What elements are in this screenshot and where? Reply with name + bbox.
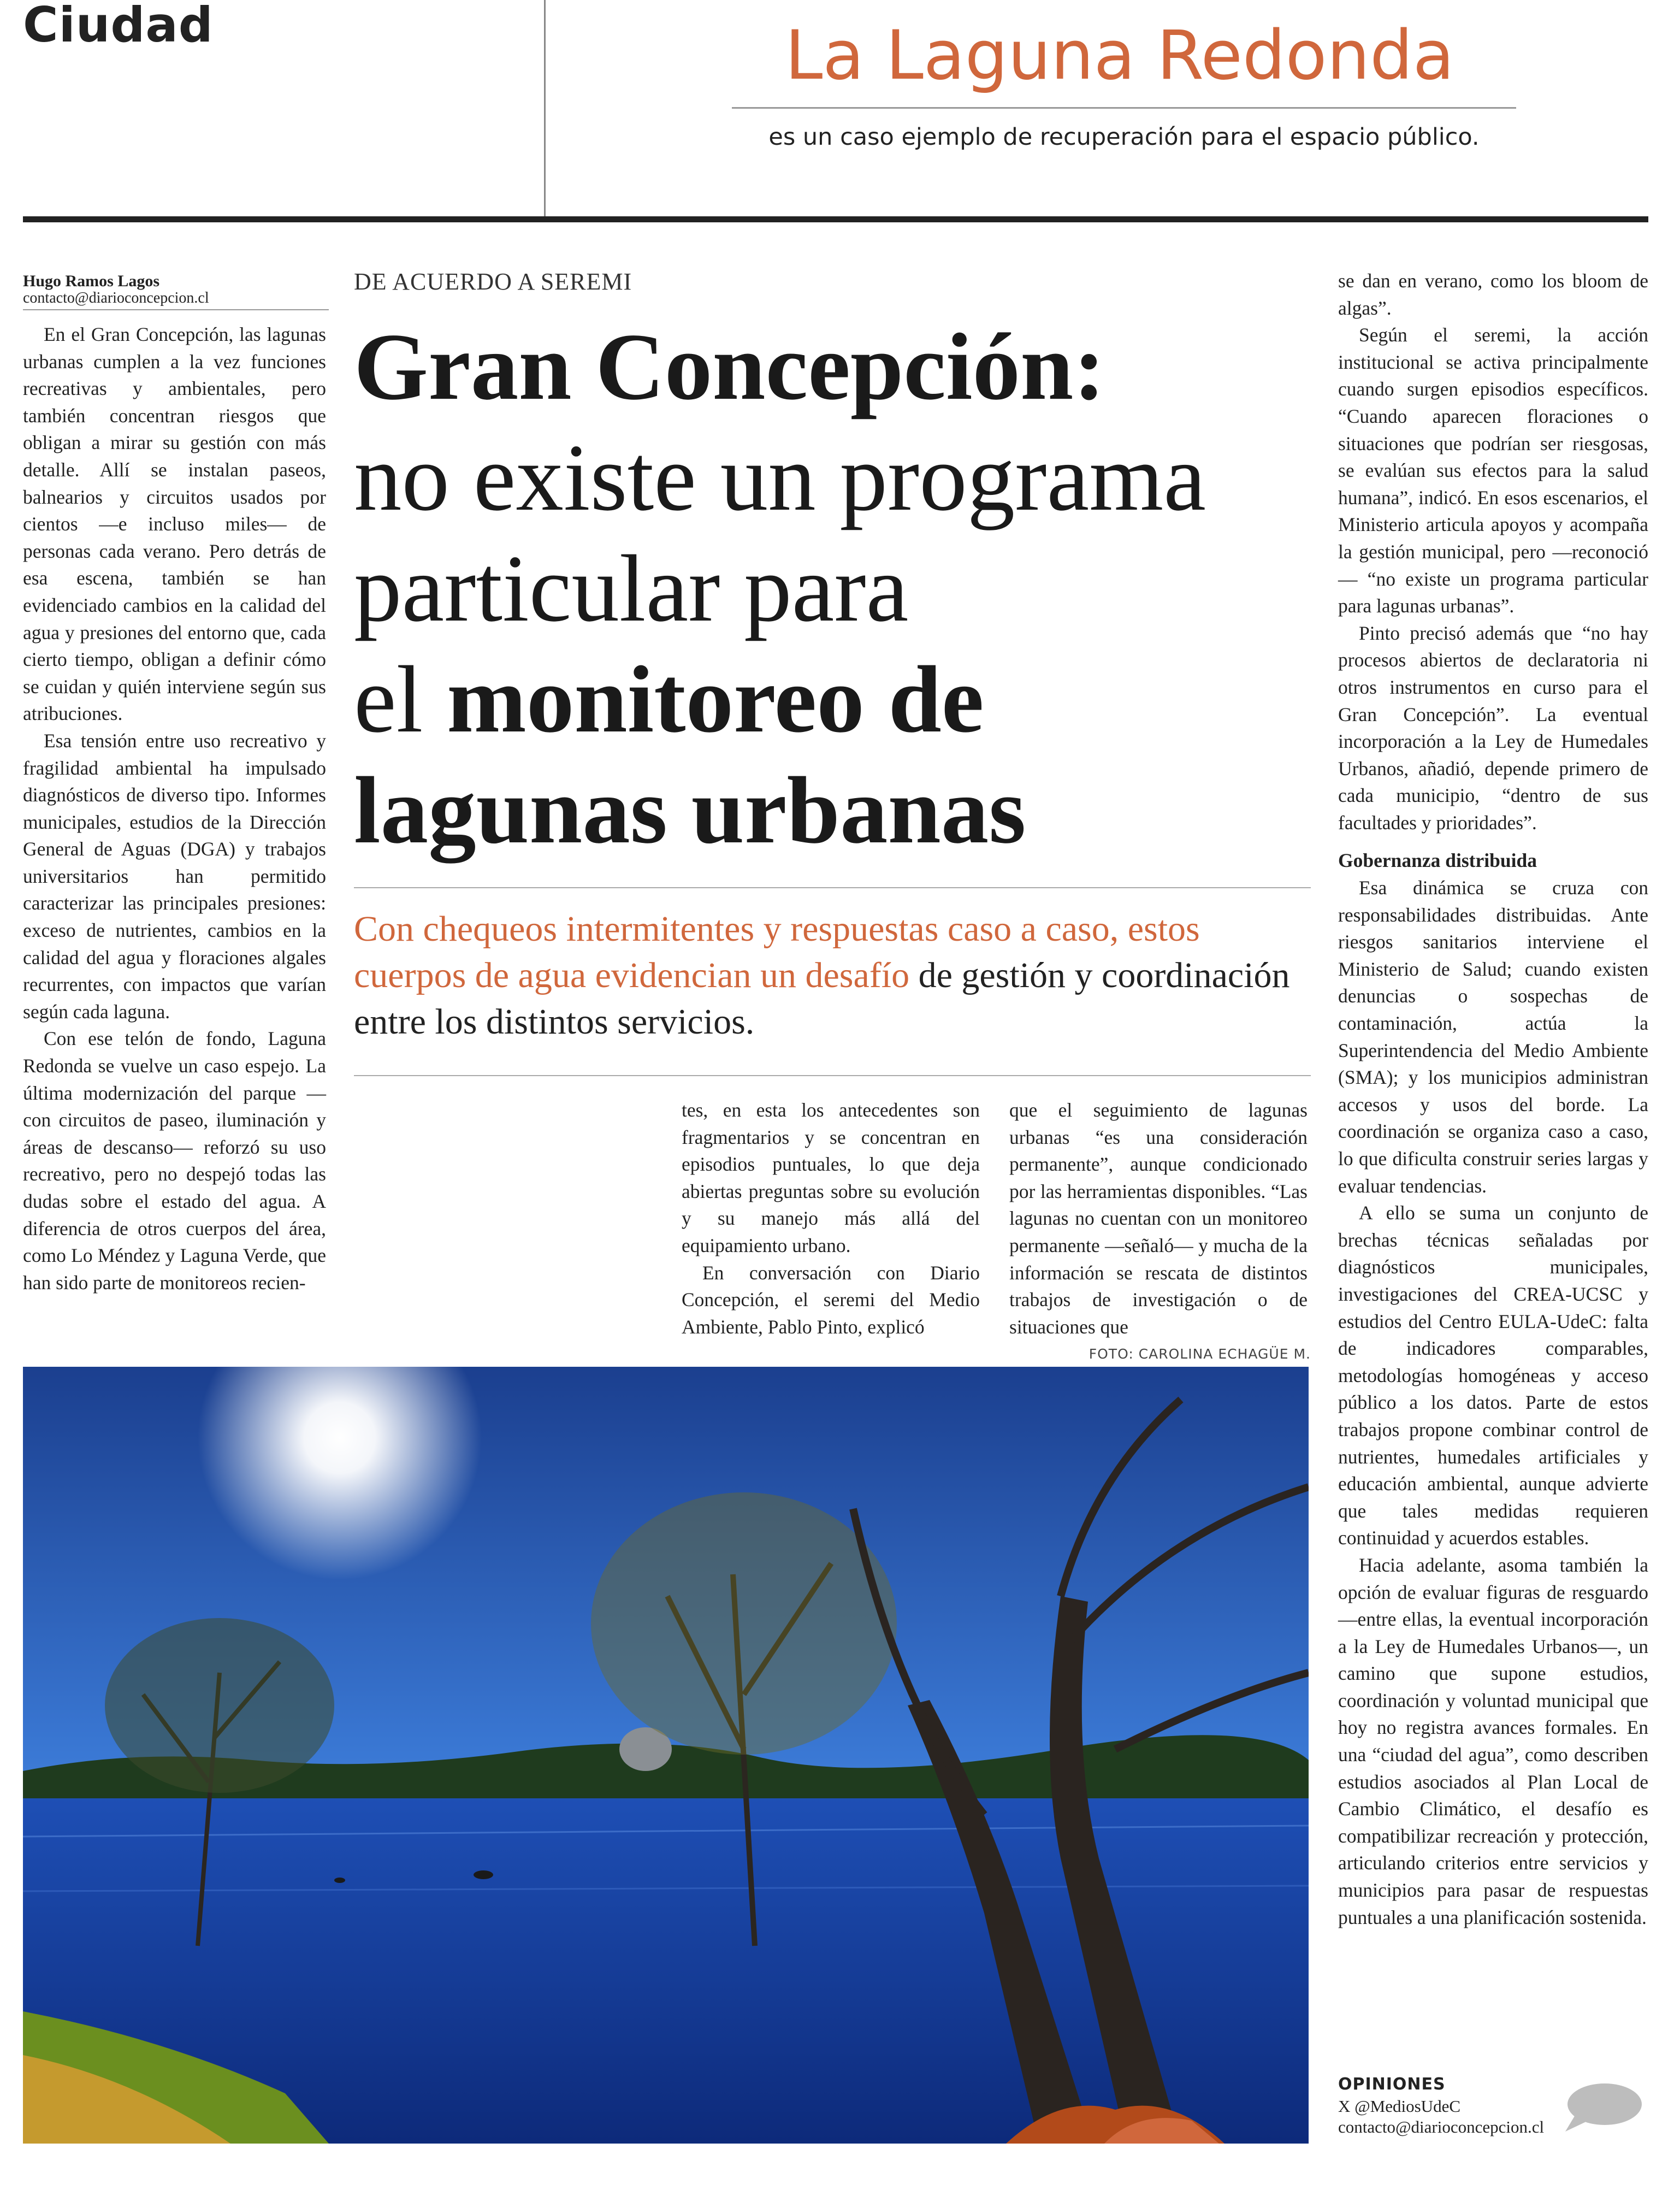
section-label: Ciudad (23, 0, 214, 53)
header-divider (544, 0, 546, 217)
headline-line-2: no existe un programa (354, 424, 1206, 530)
topic-subtitle: es un caso ejemplo de recuperación para el espacio público. (768, 123, 1480, 151)
headline (354, 311, 1315, 866)
subheading: Gobernanza distribuida (1338, 849, 1537, 872)
paragraph: que el seguimiento de lagunas urbanas “es una consideración permanente”, aunque condicionado por las herramientas disponibles. “Las lagunas no cuentan con un monitoreo permanente —señaló— y mucha de la información se rescata de distintos trabajos de investigación o de situaciones que (1009, 1099, 1308, 1338)
deck-highlight: Con chequeos intermitentes y respuestas caso a caso, estos cuerpos de agua evidencian un desafío (354, 909, 1200, 995)
author-name: Hugo Ramos Lagos (23, 272, 160, 290)
headline-line-5: lagunas urbanas (354, 757, 1026, 863)
headline-line-4-bold: monitoreo de (447, 646, 984, 752)
deck-rest: de gestión y coordinación entre los distintos servicios. (354, 955, 1290, 1042)
byline-rule (23, 309, 329, 310)
headline-line-4-light: el (354, 646, 447, 752)
paragraph: Hacia adelante, asoma también la opción de evaluar figuras de resguardo —entre ellas, la eventual incorporación a la Ley de Humedales Urbanos—, un camino que supone estudios, coordinación y voluntad municipal que hoy no registra avances formales. En una “ciudad del agua”, como describen estudios asociados al Plan Local de Cambio Climático, el desafío es compatibilizar recreación y protección, articulando criterios entre servicios y municipios para pasar de respuestas puntuales a una planificación sostenida. (1338, 1554, 1648, 1928)
paragraph: se dan en verano, como los bloom de algas”. (1338, 270, 1648, 319)
body-column-2 (682, 1097, 980, 1341)
speech-bubble-icon (1561, 2081, 1643, 2135)
paragraph: En el Gran Concepción, las lagunas urbanas cumplen a la vez funciones recreativas y ambientales, pero también concentran riesgos que obligan a mirar su gestión con más detalle. Allí se instalan paseos, balnearios y circuitos usados por cientos —e incluso miles— de personas cada verano. Pero detrás de esa escena, también se han evidenciado cambios en la calidad del agua y presiones del entorno que, cada cierto tiempo, obligan a definir cómo se cuidan y quién interviene según sus atribuciones. (23, 323, 326, 725)
topic-rule (732, 107, 1516, 109)
paragraph: tes, en esta los antecedentes son fragmentarios y se concentran en episodios puntuales, lo que deja abiertas preguntas sobre su evolución y su manejo más allá del equipamiento urbano. (682, 1099, 980, 1256)
body-column-3 (1009, 1097, 1308, 1341)
opinions-title: OPINIONES (1338, 2075, 1446, 2094)
lagoon-photo (23, 1367, 1309, 2144)
contact-email: contacto@diarioconcepcion.cl (1338, 2117, 1545, 2136)
author-email: contacto@diarioconcepcion.cl (23, 290, 209, 306)
deck-rule-bottom (354, 1075, 1311, 1076)
headline-line-4 (354, 644, 1315, 755)
social-handle: X @MediosUdeC (1338, 2097, 1461, 2116)
kicker: DE ACUERDO A SEREMI (354, 268, 632, 295)
paragraph: Con ese telón de fondo, Laguna Redonda se vuelve un caso espejo. La última modernización del parque —con circuitos de paseo, iluminación y áreas de descanso— reforzó su uso recreativo, pero no despejó todas las dudas sobre el estado del agua. A diferencia de otros cuerpos del área, como Lo Méndez y Laguna Verde, que han sido parte de monitoreos recien- (23, 1028, 326, 1294)
paragraph: Pinto precisó además que “no hay procesos abiertos de declaratoria ni otros instrumentos en curso para el Gran Concepción”. La eventual incorporación a la Ley de Humedales Urbanos, añadió, depende primero de cada municipio, “dentro de sus facultades y prioridades”. (1338, 622, 1648, 834)
deck-rule-top (354, 887, 1311, 888)
topic-title: La Laguna Redonda (785, 16, 1454, 95)
photo-credit: FOTO: CAROLINA ECHAGÜE M. (1089, 1346, 1311, 1362)
paragraph: En conversación con Diario Concepción, el seremi del Medio Ambiente, Pablo Pinto, explicó (682, 1261, 980, 1338)
paragraph: Esa tensión entre uso recreativo y fragilidad ambiental ha impulsado diagnósticos de diverso tipo. Informes municipales, estudios de la Dirección General de Aguas (DGA) y trabajos universitarios han permitido caracterizar las principales presiones: exceso de nutrientes, cambios en la calidad del agua y floraciones algales recurrentes, con impactos que varían según cada laguna. (23, 729, 326, 1023)
headline-line-1: Gran Concepción: (354, 314, 1105, 420)
body-column-4 (1338, 268, 1648, 1931)
headline-line-3: particular para (354, 535, 909, 641)
body-column-1 (23, 321, 326, 1296)
deck (354, 906, 1311, 1045)
paragraph: Según el seremi, la acción institucional se activa principalmente cuando surgen episodios específicos. “Cuando aparecen floraciones o situaciones que podrían ser riesgosas, se evalúan sus efectos para la salud humana”, indicó. En esos escenarios, el Ministerio articula apoyos y acompaña la gestión municipal, pero —reconoció— “no existe un programa particular para lagunas urbanas”. (1338, 324, 1648, 617)
paragraph: Esa dinámica se cruza con responsabilidades distribuidas. Ante riesgos sanitarios interviene el Ministerio de Salud; cuando existen denuncias o sospechas de contaminación, actúa la Superintendencia del Medio Ambiente (SMA); y los municipios administran accesos y usos del borde. La coordinación se organiza caso a caso, lo que dificulta construir series largas y evaluar tendencias. (1338, 877, 1648, 1197)
paragraph: A ello se suma un conjunto de brechas técnicas señaladas por diagnósticos municipales, investigaciones del CREA-UCSC y estudios del Centro EULA-UdeC: falta de indicadores comparables, metodologías homogéneas y acceso público a los datos. Parte de estos trabajos propone combinar control de nutrientes, humedales artificiales y educación ambiental, aunque advierte que tales medidas requieren continuidad y acuerdos estables. (1338, 1202, 1648, 1549)
header-rule (23, 216, 1648, 222)
